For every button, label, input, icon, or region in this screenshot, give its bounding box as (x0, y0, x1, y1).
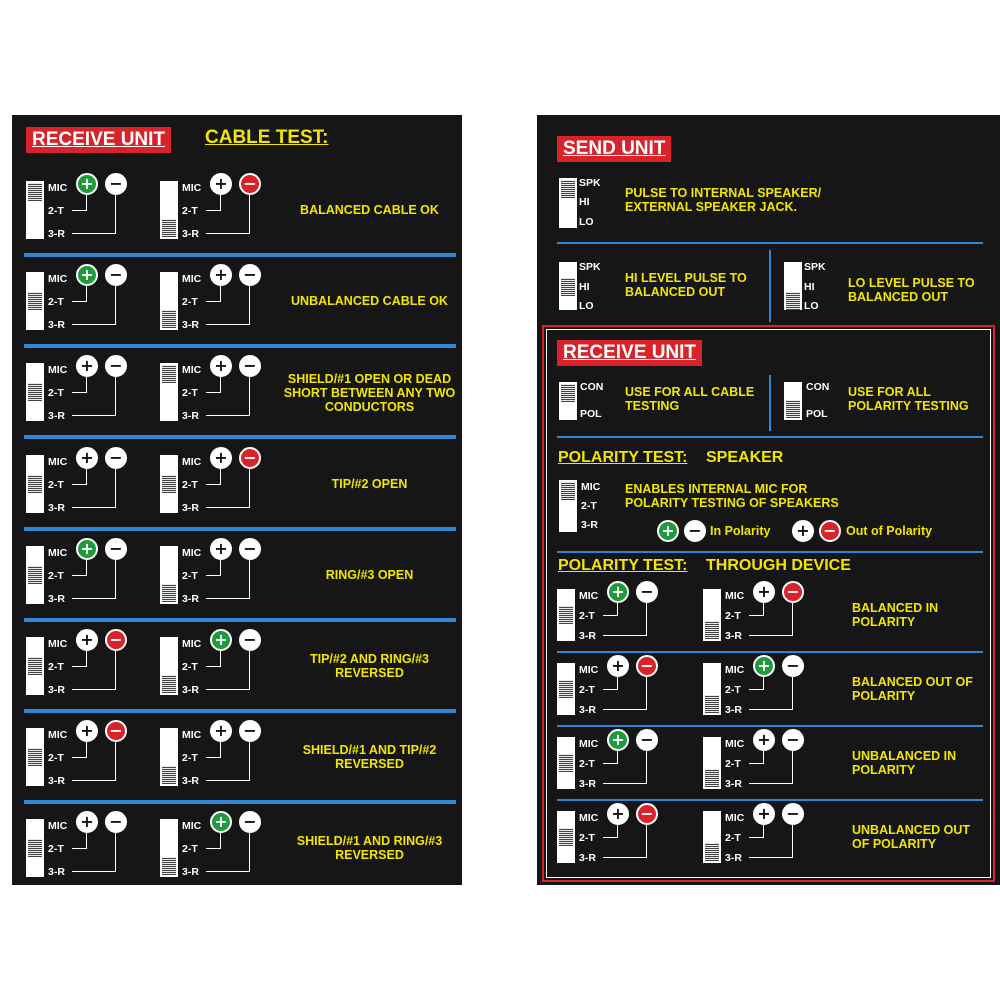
row-b-switch[interactable] (160, 181, 178, 239)
wire-ring (72, 469, 116, 508)
wire-ring (206, 377, 250, 416)
red-minus-led: − (105, 629, 127, 651)
send-unit-title: SEND UNIT (557, 136, 671, 162)
white-minus-led: − (105, 447, 127, 469)
vertical-separator (769, 250, 771, 322)
cable-test-title: CABLE TEST: (205, 127, 329, 148)
red-minus-led: − (636, 803, 658, 825)
hi-label: HI (804, 281, 815, 293)
con-pol-switch-cable[interactable] (559, 382, 577, 420)
2t-label: 2-T (182, 478, 198, 491)
white-minus-led: − (782, 729, 804, 751)
white-plus-led: + (76, 447, 98, 469)
white-plus-led: + (76, 355, 98, 377)
row-b-switch[interactable] (160, 546, 178, 604)
row-separator (24, 618, 456, 622)
wire-ring (603, 603, 647, 636)
2t-label: 2-T (581, 500, 597, 512)
con-pol-switch-polarity[interactable] (784, 382, 802, 420)
3r-label: 3-R (182, 410, 199, 423)
white-minus-led: − (239, 720, 261, 742)
red-minus-led: − (782, 581, 804, 603)
row-a-switch[interactable] (557, 811, 575, 863)
in-polarity-label: In Polarity (710, 524, 771, 538)
row-a-switch[interactable] (26, 363, 44, 421)
3r-label: 3-R (48, 775, 65, 788)
2t-label: 2-T (48, 205, 64, 217)
row-a-switch[interactable] (26, 455, 44, 513)
polarity-result: BALANCED IN POLARITY (852, 601, 939, 629)
separator (557, 436, 983, 438)
3r-label: 3-R (48, 319, 65, 332)
wire-ring (72, 833, 116, 872)
white-minus-led: − (105, 264, 127, 286)
row-a-switch[interactable] (557, 737, 575, 789)
white-minus-led: − (636, 581, 658, 603)
mic-label: MIC (48, 455, 68, 468)
2t-label: 2-T (48, 752, 64, 765)
mic-label: MIC (48, 546, 68, 559)
3r-label: 3-R (725, 704, 742, 716)
3r-label: 3-R (579, 778, 596, 790)
mic-label: MIC (48, 273, 68, 286)
wire-ring (72, 195, 116, 234)
mic-label: MIC (725, 590, 745, 602)
2t-label: 2-T (48, 478, 64, 491)
cable-test-result: SHIELD/#1 AND TIP/#2 REVERSED (302, 743, 437, 772)
mic-switch-speaker[interactable] (559, 480, 577, 532)
white-plus-led: + (210, 264, 232, 286)
con-label: CON (580, 381, 604, 393)
2t-label: 2-T (182, 569, 198, 582)
cable-testing-text: USE FOR ALL CABLE TESTING (625, 385, 755, 413)
wire-ring (749, 677, 793, 710)
row-b-switch[interactable] (160, 819, 178, 877)
mic-label: MIC (182, 546, 202, 559)
wire-ring (206, 195, 250, 234)
white-plus-led: + (210, 447, 232, 469)
row-b-switch[interactable] (703, 663, 721, 715)
polarity-test-device-subtitle: THROUGH DEVICE (706, 557, 851, 574)
red-minus-led: − (239, 173, 261, 195)
row-a-switch[interactable] (26, 819, 44, 877)
white-plus-led: + (607, 655, 629, 677)
3r-label: 3-R (182, 866, 199, 879)
receive-unit-title: RECEIVE UNIT (26, 127, 171, 153)
white-plus-led: + (753, 803, 775, 825)
row-b-switch[interactable] (160, 455, 178, 513)
3r-label: 3-R (182, 501, 199, 514)
pol-label: POL (580, 408, 602, 420)
mic-label: MIC (48, 182, 68, 194)
row-separator (24, 344, 456, 348)
3r-label: 3-R (725, 852, 742, 864)
out-of-polarity-label: Out of Polarity (846, 524, 933, 538)
mic-label: MIC (579, 590, 599, 602)
3r-label: 3-R (182, 684, 199, 696)
row-b-switch[interactable] (160, 363, 178, 421)
white-plus-led: + (753, 581, 775, 603)
mic-label: MIC (579, 738, 599, 750)
row-separator (557, 799, 983, 801)
3r-label: 3-R (725, 778, 742, 790)
green-plus-led: + (76, 538, 98, 560)
cable-test-result: SHIELD/#1 AND RING/#3 REVERSED (296, 834, 443, 863)
spk-label: SPK (579, 261, 601, 273)
wire-ring (72, 286, 116, 325)
red-minus-led: − (819, 520, 841, 542)
mic-label: MIC (48, 820, 68, 833)
white-minus-led: − (239, 811, 261, 833)
white-plus-led: + (210, 538, 232, 560)
con-label: CON (806, 381, 830, 393)
hi-label: HI (579, 281, 590, 293)
speaker-switch[interactable] (559, 178, 577, 228)
green-plus-led: + (607, 729, 629, 751)
mic-label: MIC (48, 364, 68, 377)
row-a-switch[interactable] (26, 181, 44, 239)
2t-label: 2-T (579, 832, 595, 844)
2t-label: 2-T (725, 758, 741, 770)
3r-label: 3-R (579, 630, 596, 642)
internal-mic-text: ENABLES INTERNAL MIC FOR POLARITY TESTING OF SPEAKERS (625, 482, 839, 510)
polarity-test-device-title: POLARITY TEST: (558, 557, 688, 574)
mic-label: MIC (579, 664, 599, 676)
wire-ring (206, 469, 250, 508)
white-plus-led: + (210, 355, 232, 377)
3r-label: 3-R (725, 630, 742, 642)
2t-label: 2-T (579, 684, 595, 696)
green-plus-led: + (76, 173, 98, 195)
cable-test-result: UNBALANCED CABLE OK (291, 294, 448, 309)
row-separator (24, 435, 456, 439)
3r-label: 3-R (182, 228, 199, 240)
wire-ring (72, 742, 116, 781)
mic-label: MIC (725, 812, 745, 824)
white-minus-led: − (239, 264, 261, 286)
wire-ring (603, 751, 647, 784)
white-plus-led: + (607, 803, 629, 825)
white-plus-led: + (210, 173, 232, 195)
separator (557, 242, 983, 244)
2t-label: 2-T (182, 661, 198, 673)
white-minus-led: − (782, 803, 804, 825)
wire-ring (603, 825, 647, 858)
mic-label: MIC (48, 638, 68, 650)
polarity-result: UNBALANCED OUT OF POLARITY (852, 823, 971, 851)
hi-pulse-text: HI LEVEL PULSE TO BALANCED OUT (625, 271, 747, 299)
mic-label: MIC (182, 820, 202, 833)
white-minus-led: − (239, 538, 261, 560)
spk-label: SPK (804, 261, 826, 273)
white-minus-led: − (105, 811, 127, 833)
receive-unit-title-right: RECEIVE UNIT (557, 340, 702, 366)
2t-label: 2-T (182, 752, 198, 765)
mic-label: MIC (182, 638, 202, 650)
2t-label: 2-T (48, 296, 64, 309)
wire-ring (206, 560, 250, 599)
pol-label: POL (806, 408, 828, 420)
white-minus-led: − (239, 629, 261, 651)
2t-label: 2-T (725, 832, 741, 844)
2t-label: 2-T (48, 387, 64, 400)
2t-label: 2-T (182, 205, 198, 217)
pulse-speaker-text: PULSE TO INTERNAL SPEAKER/ EXTERNAL SPEAKER JACK. (625, 186, 822, 214)
cable-test-result: TIP/#2 OPEN (331, 476, 408, 491)
polarity-test-speaker-title: POLARITY TEST: (558, 449, 688, 466)
mic-label: MIC (182, 455, 202, 468)
mic-label: MIC (48, 729, 68, 742)
spk-label: SPK (579, 177, 601, 189)
row-a-switch[interactable] (557, 589, 575, 641)
3r-label: 3-R (48, 684, 65, 696)
wire-ring (206, 833, 250, 872)
mic-label: MIC (182, 182, 202, 194)
2t-label: 2-T (725, 684, 741, 696)
2t-label: 2-T (182, 843, 198, 856)
2t-label: 2-T (48, 843, 64, 856)
mic-label: MIC (182, 273, 202, 286)
green-plus-led: + (657, 520, 679, 542)
2t-label: 2-T (182, 296, 198, 309)
cable-test-result: SHIELD/#1 OPEN OR DEAD SHORT BETWEEN ANY TWO CONDUCTORS (283, 372, 456, 415)
white-plus-led: + (753, 729, 775, 751)
row-a-switch[interactable] (26, 728, 44, 786)
white-minus-led: − (105, 173, 127, 195)
red-minus-led: − (239, 447, 261, 469)
wire-ring (72, 560, 116, 599)
cable-test-result: RING/#3 OPEN (325, 567, 414, 582)
mic-label: MIC (725, 664, 745, 676)
2t-label: 2-T (579, 758, 595, 770)
white-plus-led: + (76, 720, 98, 742)
white-plus-led: + (76, 629, 98, 651)
3r-label: 3-R (579, 704, 596, 716)
polarity-test-speaker-subtitle: SPEAKER (706, 449, 784, 466)
row-a-switch[interactable] (26, 272, 44, 330)
2t-label: 2-T (725, 610, 741, 622)
3r-label: 3-R (48, 410, 65, 423)
2t-label: 2-T (48, 661, 64, 673)
red-minus-led: − (636, 655, 658, 677)
lo-pulse-text: LO LEVEL PULSE TO BALANCED OUT (848, 276, 975, 304)
white-minus-led: − (239, 355, 261, 377)
row-separator (24, 527, 456, 531)
wire-ring (749, 603, 793, 636)
3r-label: 3-R (48, 866, 65, 879)
wire-ring (72, 377, 116, 416)
2t-label: 2-T (579, 610, 595, 622)
wire-ring (749, 751, 793, 784)
row-b-switch[interactable] (703, 737, 721, 789)
white-plus-led: + (210, 720, 232, 742)
green-plus-led: + (753, 655, 775, 677)
row-b-switch[interactable] (160, 637, 178, 695)
row-separator (557, 725, 983, 727)
white-minus-led: − (105, 355, 127, 377)
2t-label: 2-T (182, 387, 198, 400)
row-b-switch[interactable] (703, 589, 721, 641)
wire-ring (206, 742, 250, 781)
3r-label: 3-R (581, 519, 598, 531)
hi-label: HI (579, 196, 590, 208)
white-minus-led: − (636, 729, 658, 751)
row-b-switch[interactable] (703, 811, 721, 863)
cable-test-result: TIP/#2 AND RING/#3 REVERSED (309, 652, 429, 680)
polarity-result: BALANCED OUT OF POLARITY (852, 675, 973, 703)
white-plus-led: + (792, 520, 814, 542)
row-separator (24, 800, 456, 804)
3r-label: 3-R (579, 852, 596, 864)
white-minus-led: − (105, 538, 127, 560)
green-plus-led: + (210, 811, 232, 833)
cable-test-result: BALANCED CABLE OK (300, 203, 439, 217)
wire-ring (603, 677, 647, 710)
3r-label: 3-R (48, 592, 65, 605)
row-b-switch[interactable] (160, 272, 178, 330)
row-separator (24, 253, 456, 257)
wire-ring (72, 651, 116, 690)
row-a-switch[interactable] (557, 663, 575, 715)
lo-label: LO (579, 300, 594, 312)
lo-speaker-switch[interactable] (784, 262, 802, 310)
3r-label: 3-R (48, 501, 65, 514)
mic-label: MIC (182, 729, 202, 742)
lo-label: LO (804, 300, 819, 312)
green-plus-led: + (607, 581, 629, 603)
mic-label: MIC (182, 364, 202, 377)
row-separator (24, 709, 456, 713)
row-a-switch[interactable] (26, 546, 44, 604)
white-plus-led: + (76, 811, 98, 833)
separator (557, 551, 983, 553)
lo-label: LO (579, 216, 594, 228)
row-b-switch[interactable] (160, 728, 178, 786)
wire-ring (749, 825, 793, 858)
mic-label: MIC (581, 481, 601, 493)
green-plus-led: + (210, 629, 232, 651)
row-separator (557, 651, 983, 653)
hi-speaker-switch[interactable] (559, 262, 577, 310)
3r-label: 3-R (48, 228, 65, 240)
row-a-switch[interactable] (26, 637, 44, 695)
wire-ring (206, 651, 250, 690)
mic-label: MIC (725, 738, 745, 750)
3r-label: 3-R (182, 592, 199, 605)
red-minus-led: − (105, 720, 127, 742)
mic-label: MIC (579, 812, 599, 824)
white-minus-led: − (684, 520, 706, 542)
2t-label: 2-T (48, 569, 64, 582)
green-plus-led: + (76, 264, 98, 286)
wire-ring (206, 286, 250, 325)
polarity-testing-text: USE FOR ALL POLARITY TESTING (848, 385, 969, 413)
3r-label: 3-R (182, 319, 199, 332)
polarity-result: UNBALANCED IN POLARITY (852, 749, 957, 777)
white-minus-led: − (782, 655, 804, 677)
vertical-separator (769, 375, 771, 431)
3r-label: 3-R (182, 775, 199, 788)
